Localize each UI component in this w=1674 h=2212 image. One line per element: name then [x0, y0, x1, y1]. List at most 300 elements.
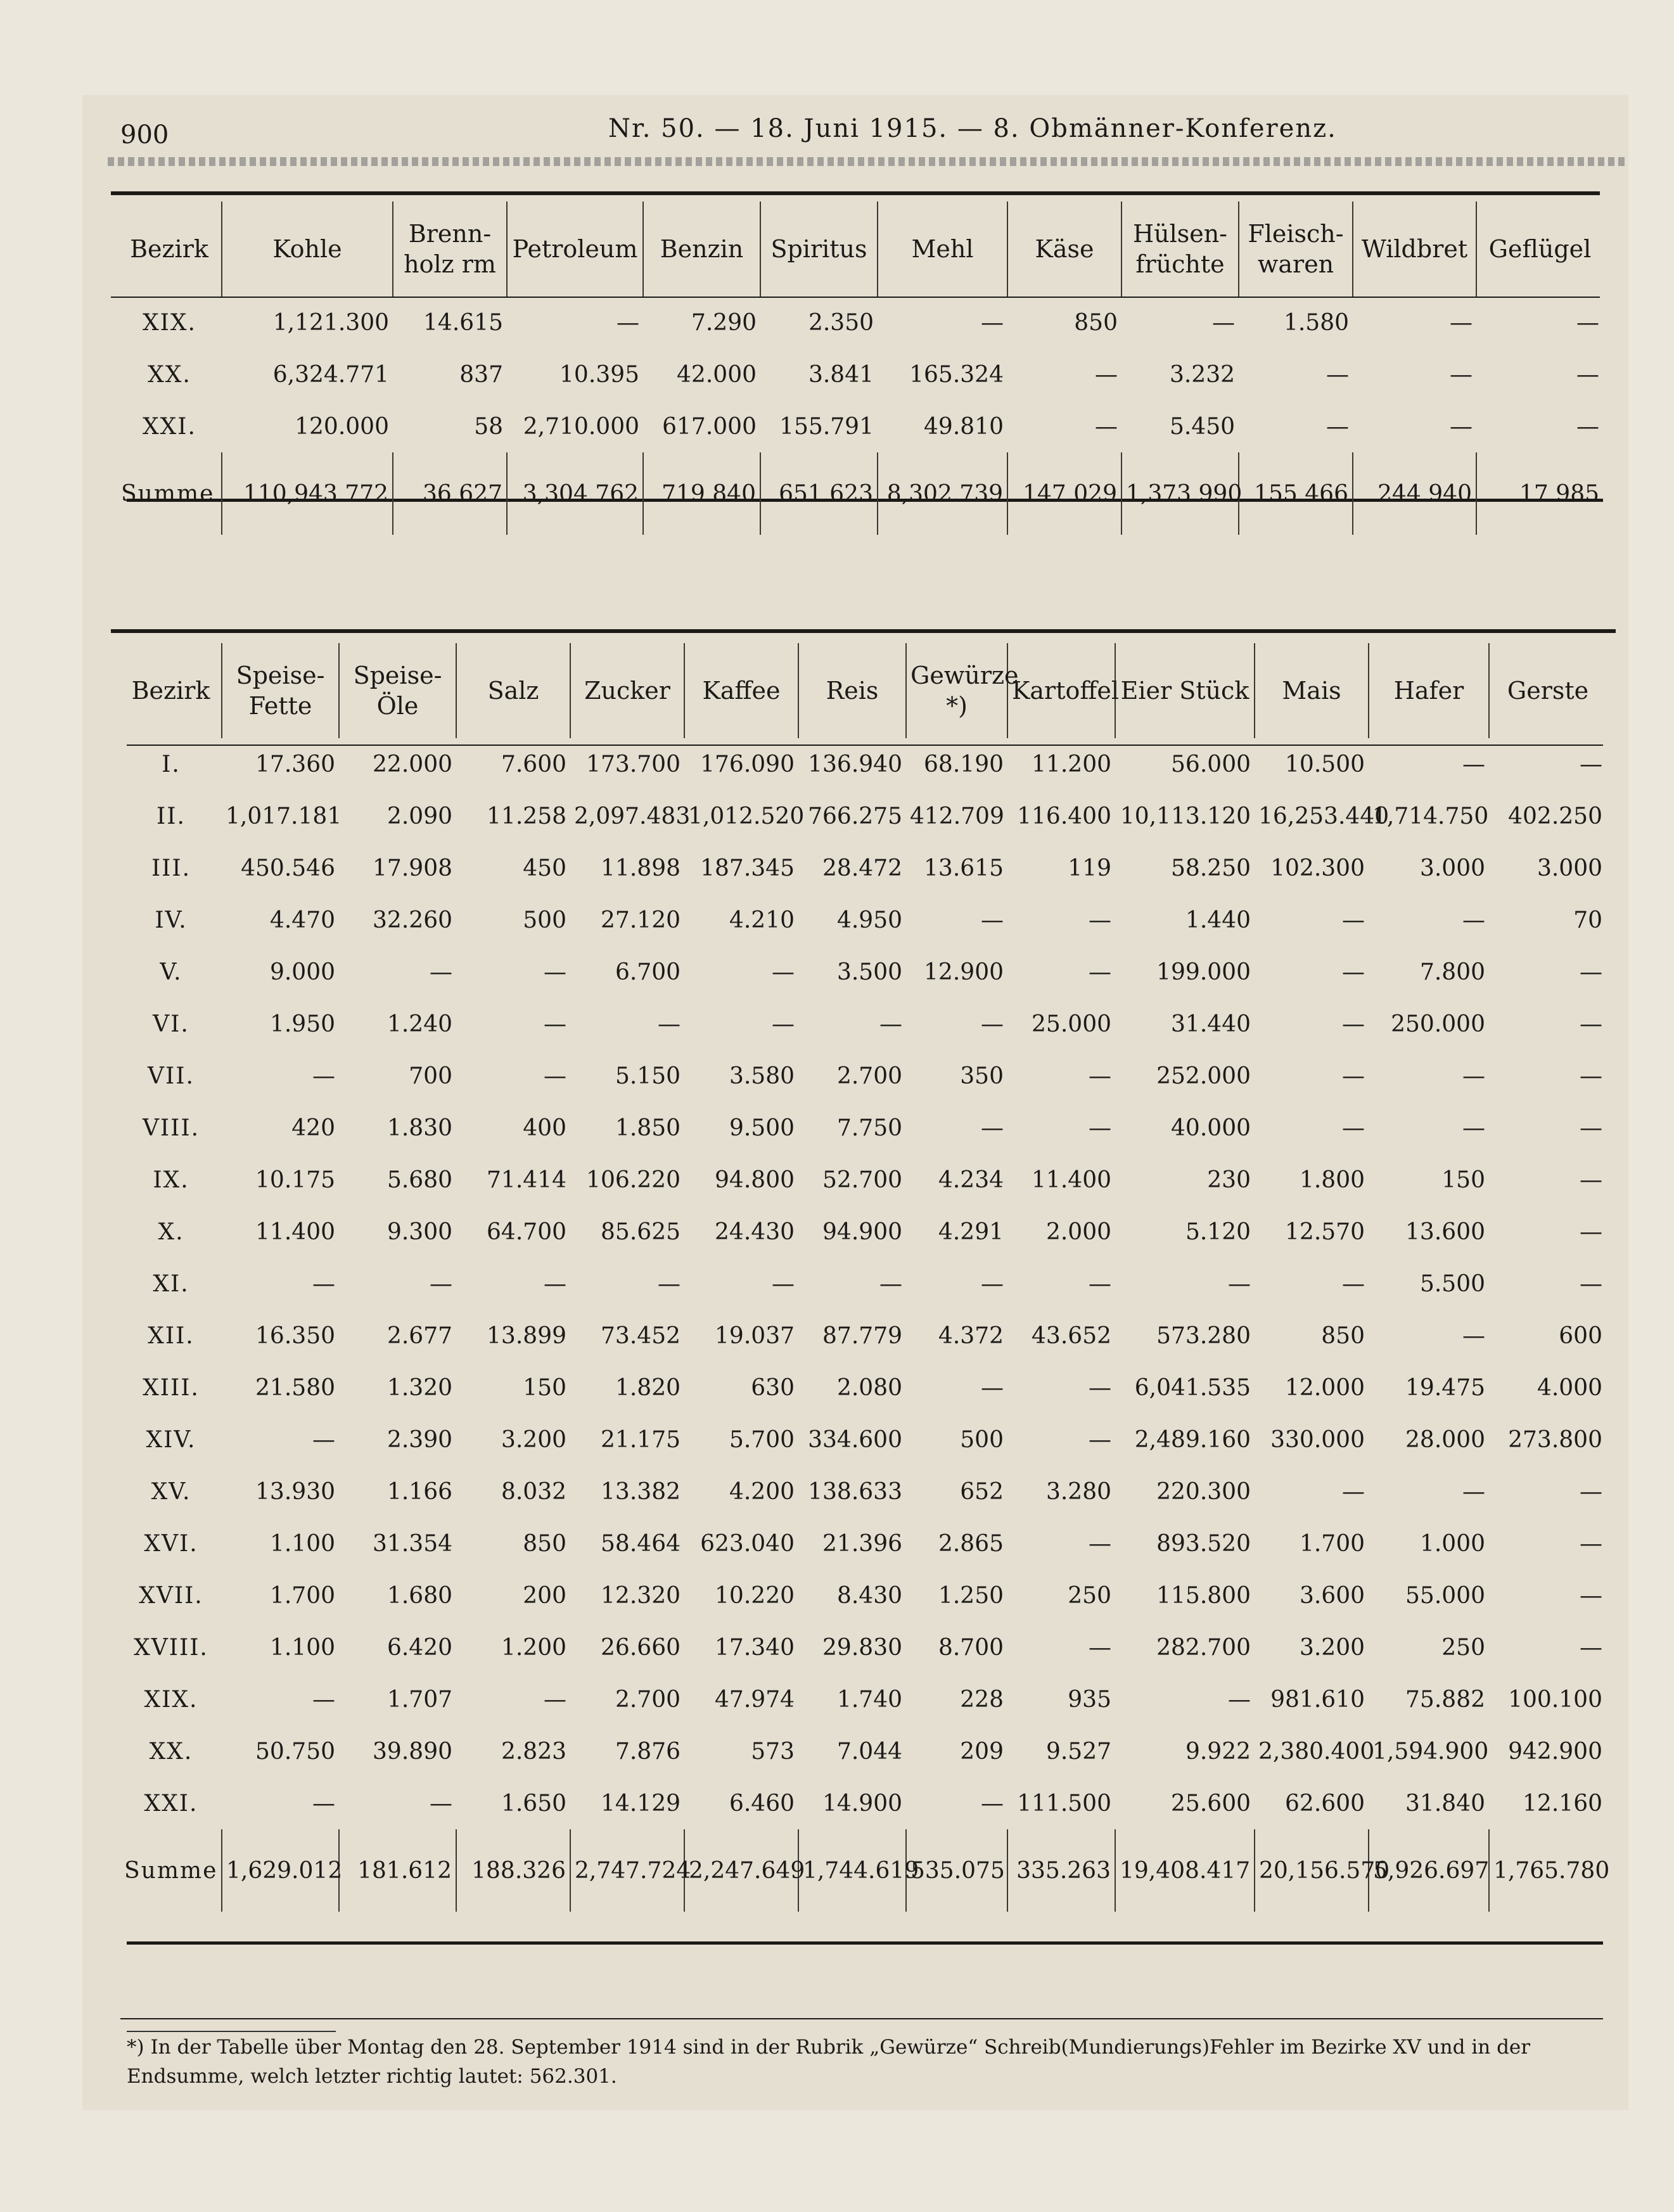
table2-cell: 1.830 [387, 1115, 452, 1141]
table2-cell: — [544, 959, 566, 985]
table2-row-label: I. [162, 751, 181, 777]
table1-cell: 58 [474, 413, 503, 440]
table2-cell: 230 [1207, 1167, 1251, 1193]
table2-cell: 19.037 [715, 1322, 795, 1349]
table1-cell: 2.350 [808, 309, 874, 336]
table2-cell: 25.600 [1171, 1790, 1251, 1817]
table2-cell: 3.280 [1045, 1478, 1111, 1505]
table2-cell: 13.382 [601, 1478, 680, 1505]
table2-cell: 2.823 [501, 1738, 566, 1765]
table1-cell: 850 [1074, 309, 1118, 336]
table2-cell: 2.090 [387, 803, 452, 829]
table1-cell: — [1326, 361, 1349, 388]
table2-cell: 1.440 [1185, 907, 1251, 933]
table2-cell: 1.250 [938, 1582, 1004, 1609]
table1-cell: 42.000 [677, 361, 757, 388]
table2-cell: 5.120 [1185, 1218, 1251, 1245]
table2-col-header: Speise-Öle [339, 643, 456, 738]
table2-cell: — [1089, 1270, 1111, 1297]
table1-col-header: Spiritus [760, 201, 878, 297]
table2-cell: 6,041.535 [1134, 1374, 1251, 1401]
table1-row-label: XXI. [143, 413, 196, 440]
table2-cell: 3.200 [501, 1426, 566, 1453]
table2-cell: 19,408.417 [1115, 1829, 1255, 1912]
table2-row-label: XVI. [144, 1530, 198, 1557]
table2-cell: 94.900 [822, 1218, 902, 1245]
table2-cell: 7.750 [836, 1115, 902, 1141]
table1-cell: 244.940 [1353, 452, 1476, 535]
table1-cell: — [1450, 361, 1473, 388]
table2-row-label: IV. [155, 907, 188, 933]
table2-cell: 7.876 [615, 1738, 680, 1765]
table2-cell: 1.700 [1299, 1530, 1365, 1557]
table2-cell: 2,247.649 [684, 1829, 798, 1912]
table2-cell: 106.220 [586, 1167, 680, 1193]
table2-row-label: XI. [153, 1270, 189, 1297]
table2-cell: 3.000 [1419, 855, 1485, 881]
table2-cell: — [1580, 1115, 1602, 1141]
table1-cell: — [981, 309, 1004, 336]
table2-col-header: Reis [798, 643, 906, 738]
table1-cell: 3.232 [1169, 361, 1235, 388]
table2-cell: 12.000 [1285, 1374, 1365, 1401]
table2-cell: 573 [751, 1738, 795, 1765]
table2-row [120, 998, 1606, 1050]
table2-cell: 1.100 [269, 1634, 335, 1661]
table2-cell: 4.470 [269, 907, 335, 933]
table2-cell: 12.160 [1523, 1790, 1602, 1817]
table2-cell: 5.680 [387, 1167, 452, 1193]
table2-cell: 17.340 [715, 1634, 795, 1661]
table2-row-label: X. [158, 1218, 184, 1245]
table1-cell: 165.324 [909, 361, 1004, 388]
table2-cell: 150 [523, 1374, 566, 1401]
table2-cell: — [1228, 1270, 1251, 1297]
table1-row [117, 400, 1603, 452]
table2-cell: 43.652 [1032, 1322, 1111, 1349]
table1-cell: — [1095, 361, 1118, 388]
table2-col-header: Hafer [1369, 643, 1489, 738]
table2-cell: 24.430 [715, 1218, 795, 1245]
table2-cell: 85.625 [601, 1218, 680, 1245]
table2-cell: 1.166 [387, 1478, 452, 1505]
table2-cell: 11.200 [1032, 751, 1111, 777]
table2-cell: 1.000 [1419, 1530, 1485, 1557]
table2-cell: 29.830 [822, 1634, 902, 1661]
table2-cell: 402.250 [1508, 803, 1602, 829]
table2-cell: 14.129 [601, 1790, 680, 1817]
table2-cell: — [1342, 1115, 1365, 1141]
table1-cell: 3.841 [808, 361, 874, 388]
table2-cell: 27.120 [601, 907, 680, 933]
table2-cell: 21.396 [822, 1530, 902, 1557]
table2-cell: 9.500 [729, 1115, 795, 1141]
table2-cell: 330.000 [1270, 1426, 1365, 1453]
table1-cell: 155.791 [779, 413, 874, 440]
table1-col-header: Kohle [222, 201, 393, 297]
table2-row-label: XV. [151, 1478, 191, 1505]
table2-row [120, 1725, 1606, 1777]
table2-cell: 14.900 [822, 1790, 902, 1817]
table2-row [120, 1050, 1606, 1102]
table1-cell: — [1576, 309, 1599, 336]
table2-col-header: Eier Stück [1115, 643, 1255, 738]
table1-row-label: Summe [121, 480, 215, 507]
table1-cell: 6,324.771 [272, 361, 389, 388]
table2-col-header: Mais [1255, 643, 1369, 738]
table1-cell: 14.615 [423, 309, 503, 336]
table2-cell: — [981, 1115, 1004, 1141]
table1-cell: 719.840 [643, 452, 760, 535]
table2-cell: — [1089, 1374, 1111, 1401]
table2-cell: 1.680 [387, 1582, 452, 1609]
table2-cell: 4.950 [836, 907, 902, 933]
table2-cell: — [879, 1011, 902, 1037]
table2-cell: — [1089, 959, 1111, 985]
table2-cell: 2,097.483 [574, 803, 691, 829]
table2-cell: 58.464 [601, 1530, 680, 1557]
table2-cell: 220.300 [1156, 1478, 1251, 1505]
table2-row-label: II. [157, 803, 186, 829]
table2-cell: 50.750 [255, 1738, 335, 1765]
table2-cell: 8.430 [836, 1582, 902, 1609]
table2-cell: 400 [523, 1115, 566, 1141]
table2-cell: 700 [409, 1063, 452, 1089]
table2-cell: 9.000 [269, 959, 335, 985]
table2-cell: 10,113.120 [1120, 803, 1251, 829]
table2-cell: 12.320 [601, 1582, 680, 1609]
table2-row-label: IX. [153, 1167, 189, 1193]
table2-cell: 187.345 [700, 855, 795, 881]
table1-col-header: Brenn-holz rm [393, 201, 507, 297]
table2-cell: 111.500 [1017, 1790, 1111, 1817]
table2-cell: 11.898 [601, 855, 680, 881]
table1-row [117, 297, 1603, 348]
table2-cell: 1,744.619 [798, 1829, 906, 1912]
table2-cell: — [981, 907, 1004, 933]
table1-cell: 155.466 [1239, 452, 1353, 535]
table2-cell: 4.291 [938, 1218, 1004, 1245]
table2-cell: — [1089, 1634, 1111, 1661]
table2-cell: — [430, 959, 452, 985]
table2-cell: — [544, 1270, 566, 1297]
table2-cell: 250 [1068, 1582, 1111, 1609]
table2-row-label: III. [151, 855, 191, 881]
table2-cell: 13.600 [1405, 1218, 1485, 1245]
table2-cell: — [430, 1270, 452, 1297]
table2-cell: 9.922 [1185, 1738, 1251, 1765]
table2-cell: 31.354 [373, 1530, 452, 1557]
table2-cell: — [1462, 907, 1485, 933]
table2-row [120, 1414, 1606, 1466]
table1-cell: 617.000 [662, 413, 757, 440]
table2-cell: — [772, 1011, 795, 1037]
table2-cell: 535.075 [906, 1829, 1007, 1912]
table2-cell: — [981, 1374, 1004, 1401]
table2-row [120, 1569, 1606, 1621]
table2-cell: 6.460 [729, 1790, 795, 1817]
table1-cell: 1,373.990 [1121, 452, 1239, 535]
table2-cell: — [1342, 1270, 1365, 1297]
table2-cell: 17.360 [255, 751, 335, 777]
table1-col-header: Wildbret [1353, 201, 1476, 297]
table1-col-header: Mehl [878, 201, 1007, 297]
table2-cell: 28.472 [822, 855, 902, 881]
table2-cell: — [1462, 1322, 1485, 1349]
table2-cell: 209 [960, 1738, 1004, 1765]
table2-cell: 32.260 [373, 907, 452, 933]
table2-cell: — [1580, 1063, 1602, 1089]
table2-cell: 3.600 [1299, 1582, 1365, 1609]
table2-cell: 102.300 [1270, 855, 1365, 881]
table2-cell: 94.800 [715, 1167, 795, 1193]
table2-row [120, 1154, 1606, 1206]
page-number: 900 [120, 120, 169, 150]
table2-row-label: V. [160, 959, 182, 985]
table2-cell: 21.175 [601, 1426, 680, 1453]
table2-cell: 20,156.570 [1255, 1829, 1369, 1912]
table2-cell: — [1089, 1115, 1111, 1141]
table1-cell: — [1450, 413, 1473, 440]
table1-col-header: Petroleum [507, 201, 643, 297]
table2-cell: 12.570 [1285, 1218, 1365, 1245]
table2-col-header: Gewürze *) [906, 643, 1007, 738]
table2-cell: — [1580, 1582, 1602, 1609]
table2-cell: 73.452 [601, 1322, 680, 1349]
table2-col-header: Bezirk [131, 677, 210, 705]
table2-cell: 31.840 [1405, 1790, 1485, 1817]
table2-cell: — [1462, 751, 1485, 777]
table2-row-label: VII. [148, 1063, 195, 1089]
table2-cell: 199.000 [1156, 959, 1251, 985]
table2-cell: 981.610 [1270, 1686, 1365, 1713]
table2-cell: 766.275 [808, 803, 902, 829]
table1-row-label: XIX. [143, 309, 196, 336]
table2 [120, 643, 1610, 1912]
table2-cell: 21.580 [255, 1374, 335, 1401]
table1-cell: — [1212, 309, 1235, 336]
table2-cell: 47.974 [715, 1686, 795, 1713]
table2-row [120, 790, 1606, 842]
table2-cell: — [1462, 1115, 1485, 1141]
table2-cell: 16.350 [255, 1322, 335, 1349]
table1-cell: 10.395 [559, 361, 639, 388]
table2-cell: 176.090 [700, 751, 795, 777]
table2-cell: 13.615 [924, 855, 1004, 881]
table2-col-header: Salz [456, 643, 570, 738]
table2-cell: — [430, 1790, 452, 1817]
table2-cell: 200 [523, 1582, 566, 1609]
table2-cell: 273.800 [1508, 1426, 1602, 1453]
table1-cell: 36.627 [393, 452, 507, 535]
table2-cell: 1.950 [269, 1011, 335, 1037]
table2-cell: 228 [960, 1686, 1004, 1713]
table2-cell: 115.800 [1156, 1582, 1251, 1609]
table2-cell: 1,714.750 [1372, 803, 1489, 829]
table2-cell: 7.600 [501, 751, 566, 777]
table2-row [120, 946, 1606, 998]
table2-cell: 850 [523, 1530, 566, 1557]
table1-cell: 120.000 [295, 413, 389, 440]
table2-row [120, 1206, 1606, 1258]
table1-cell: 651.623 [760, 452, 878, 535]
table2-cell: 9.300 [387, 1218, 452, 1245]
table1-cell: 1,121.300 [272, 309, 389, 336]
table2-cell: 450.546 [241, 855, 335, 881]
table1-cell: 3,304.762 [507, 452, 643, 535]
table2-cell: 1.820 [615, 1374, 680, 1401]
table1-cell: 837 [459, 361, 503, 388]
table1-cell: — [1326, 413, 1349, 440]
table2-cell: 136.940 [808, 751, 902, 777]
table1-cell: — [1450, 309, 1473, 336]
table2-header-row [120, 643, 1606, 738]
table2-cell: 7.044 [836, 1738, 902, 1765]
table2-cell: 138.633 [808, 1478, 902, 1505]
table2-cell: 5,926.697 [1369, 1829, 1489, 1912]
table1-cell: 1.580 [1283, 309, 1349, 336]
table1-cell: 5.450 [1169, 413, 1235, 440]
table1-col-header: Fleisch-waren [1239, 201, 1353, 297]
table2-cell: 6.420 [387, 1634, 452, 1661]
table2-cell: 412.709 [910, 803, 1004, 829]
table2-cell: 13.899 [487, 1322, 566, 1349]
table2-row [120, 738, 1606, 790]
table2-cell: — [1089, 1426, 1111, 1453]
table2-row [120, 1621, 1606, 1673]
table2-cell: 58.250 [1171, 855, 1251, 881]
table2-cell: 8.700 [938, 1634, 1004, 1661]
table2-cell: 623.040 [700, 1530, 795, 1557]
table2-cell: — [312, 1790, 335, 1817]
table2-cell: — [1580, 959, 1602, 985]
table2-cell: 62.600 [1285, 1790, 1365, 1817]
table2-cell: 2.000 [1045, 1218, 1111, 1245]
table2-cell: 1,765.780 [1489, 1829, 1606, 1912]
table2-cell: 31.440 [1171, 1011, 1251, 1037]
table2-cell: 1.200 [501, 1634, 566, 1661]
table2-row [120, 1362, 1606, 1414]
table2-cell: — [879, 1270, 902, 1297]
table2-cell: — [1228, 1686, 1251, 1713]
table2-cell: 17.908 [373, 855, 452, 881]
table2-cell: — [1580, 751, 1602, 777]
table2-cell: 1.700 [269, 1582, 335, 1609]
table2-cell: 2,747.724 [570, 1829, 684, 1912]
table2-cell: — [1580, 1011, 1602, 1037]
table2-cell: 250.000 [1391, 1011, 1485, 1037]
table2-cell: 39.890 [373, 1738, 452, 1765]
table1-bottom-rule [111, 629, 1616, 633]
table1-row-label: XX. [148, 361, 191, 388]
table2-cell: 22.000 [373, 751, 452, 777]
table2-cell: — [1580, 1634, 1602, 1661]
table2-cell: 181.612 [339, 1829, 456, 1912]
table1-col-header: Geflügel [1476, 201, 1603, 297]
table2-cell: — [312, 1686, 335, 1713]
table2-cell: 4.372 [938, 1322, 1004, 1349]
footnote: *) In der Tabelle über Montag den 28. September 1914 sind in der Rubrik „Gewürze“ Schreib(Mundierungs)Fehler im Bezirke XV und in der Endsumme, welch letzter richtig lautet: 562.301. [127, 2036, 1531, 2088]
table2-cell: 335.263 [1007, 1829, 1115, 1912]
table2-row-label: XVII. [139, 1582, 203, 1609]
footnote-rule [127, 2031, 336, 2032]
table2-cell: 893.520 [1156, 1530, 1251, 1557]
table2-cell: 4.200 [729, 1478, 795, 1505]
table2-cell: 2,380.400 [1258, 1738, 1375, 1765]
table2-cell: — [1342, 959, 1365, 985]
table2-row-label: XVIII. [134, 1634, 208, 1661]
table2-cell: 1.320 [387, 1374, 452, 1401]
table2-cell: — [312, 1270, 335, 1297]
table2-cell: 56.000 [1171, 751, 1251, 777]
table2-cell: 19.475 [1405, 1374, 1485, 1401]
table2-cell: 282.700 [1156, 1634, 1251, 1661]
table2-cell: 1,012.520 [688, 803, 805, 829]
table2-col-header: Zucker [570, 643, 684, 738]
table2-col-header: Gerste [1489, 643, 1606, 738]
table2-row [120, 1310, 1606, 1362]
table2-cell: 26.660 [601, 1634, 680, 1661]
table2-cell: — [772, 959, 795, 985]
table2-cell: — [1580, 1167, 1602, 1193]
table2-cell: — [1089, 907, 1111, 933]
table2-cell: 5.150 [615, 1063, 680, 1089]
table1-header-row [117, 201, 1603, 297]
table1-cell: — [1095, 413, 1118, 440]
table2-cell: 11.400 [1032, 1167, 1111, 1193]
table2-cell: 1.800 [1299, 1167, 1365, 1193]
table1-col-header: Benzin [643, 201, 760, 297]
table2-cell: 13.930 [255, 1478, 335, 1505]
table2-cell: 119 [1068, 855, 1111, 881]
table2-cell: 1.100 [269, 1530, 335, 1557]
table1-cell: — [1576, 413, 1599, 440]
table2-cell: 450 [523, 855, 566, 881]
table2-cell: 935 [1068, 1686, 1111, 1713]
table1-col-header: Hülsen-früchte [1121, 201, 1239, 297]
table2-cell: 3.500 [836, 959, 902, 985]
table2-cell: — [312, 1426, 335, 1453]
table2-cell: 252.000 [1156, 1063, 1251, 1089]
table2-col-header: Speise-Fette [222, 643, 339, 738]
table2-cell: 116.400 [1017, 803, 1111, 829]
table2-cell: — [1342, 1011, 1365, 1037]
header-wavy-rule [108, 157, 1628, 166]
table1-cell: — [1576, 361, 1599, 388]
table1-sum-row [117, 452, 1603, 535]
table2-row-label: VI. [153, 1011, 189, 1037]
table2-cell: 5.500 [1419, 1270, 1485, 1297]
table2-cell: 10.175 [255, 1167, 335, 1193]
table2-cell: — [1580, 1530, 1602, 1557]
table2-cell: — [544, 1011, 566, 1037]
table2-cell: 75.882 [1405, 1686, 1485, 1713]
table2-cell: 55.000 [1405, 1582, 1485, 1609]
table2-cell: 1.240 [387, 1011, 452, 1037]
table2-cell: — [1342, 1478, 1365, 1505]
table2-sum-rule-main [127, 1941, 1603, 1945]
table2-cell: 3.000 [1537, 855, 1602, 881]
running-title: Nr. 50. — 18. Juni 1915. — 8. Obmänner-Konferenz. [608, 114, 1337, 143]
table2-cell: 1.850 [615, 1115, 680, 1141]
table2-row-label: VIII. [142, 1115, 200, 1141]
table2-cell: 188.326 [456, 1829, 570, 1912]
table2-cell: 942.900 [1508, 1738, 1602, 1765]
table2-cell: 68.190 [924, 751, 1004, 777]
table2-cell: 8.032 [501, 1478, 566, 1505]
table2-cell: 3.580 [729, 1063, 795, 1089]
table2-cell: 1.650 [501, 1790, 566, 1817]
